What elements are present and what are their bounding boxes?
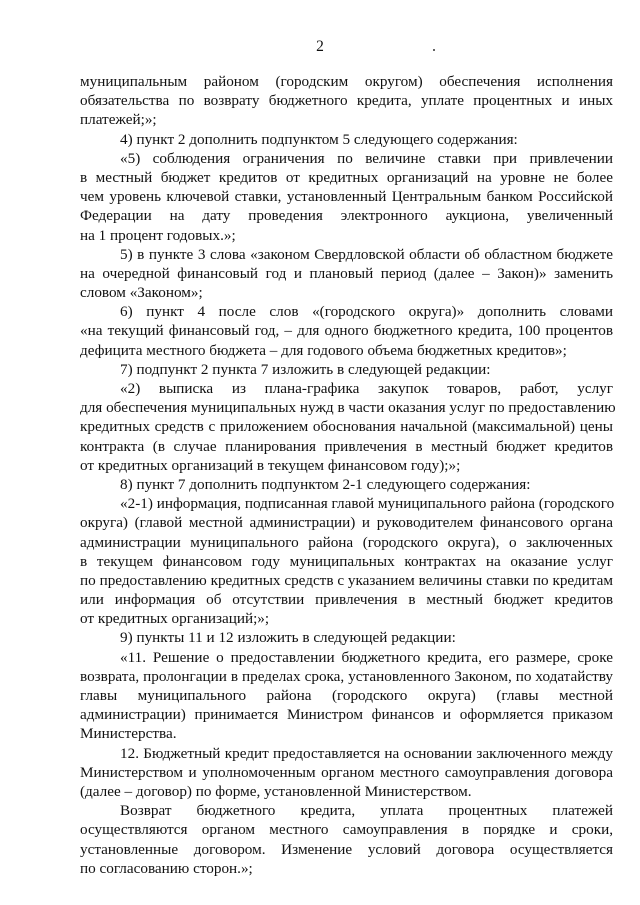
text-line: словом «Законом»; — [80, 284, 203, 302]
scan-dot — [433, 49, 435, 51]
document-body — [80, 72, 616, 878]
paragraph — [80, 149, 613, 245]
paragraph — [80, 379, 616, 475]
text-line: 12. Бюджетный кредит предоставляется на основании заключенного между — [120, 744, 613, 762]
text-line: платежей;»; — [80, 111, 157, 129]
text-line: кредитных средств с приложением обоснования начальной (максимальной) цены — [80, 418, 613, 436]
text-line: обязательства по возврату бюджетного кредита, уплате процентных и иных — [80, 92, 613, 110]
text-line: 6) пункт 4 после слов «(городского округа)» дополнить словами — [120, 303, 613, 321]
paragraph — [80, 130, 613, 149]
text-line: Возврат бюджетного кредита, уплата процентных платежей — [120, 802, 613, 820]
paragraph — [80, 245, 613, 303]
paragraph — [80, 475, 613, 494]
text-line: «на текущий финансовый год, – для одного бюджетного кредита, 100 процентов — [80, 322, 613, 340]
text-line: округа) (главой местной администрации) и руководителем финансового органа — [80, 514, 613, 532]
paragraph — [80, 494, 613, 628]
text-line: 9) пункты 11 и 12 изложить в следующей редакции: — [120, 629, 456, 647]
text-line: или информация об отсутствии привлечения в местный бюджет кредитов — [80, 591, 613, 609]
text-line: 5) в пункте 3 слова «законом Свердловской области об областном бюджете — [120, 245, 613, 263]
paragraph — [80, 72, 613, 130]
text-line: на очередной финансовый год и плановый период (далее – Закон)» заменить — [80, 264, 613, 282]
text-line: возврата, пролонгации в пределах срока, установленного Законом, по ходатайству — [80, 667, 613, 685]
text-line: Министерства. — [80, 725, 177, 743]
paragraph — [80, 744, 613, 802]
text-line: Министерством и уполномоченным органом местного самоуправления договора — [80, 763, 613, 781]
text-line: Федерации на дату проведения электронного аукциона, увеличенный — [80, 207, 613, 225]
text-line: по согласованию сторон.»; — [80, 859, 253, 877]
text-line: осуществляются органом местного самоуправления в порядке и сроки, — [80, 821, 613, 839]
text-line: администрации муниципального района (городского округа), о заключенных — [80, 533, 613, 551]
text-line: на 1 процент годовых.»; — [80, 226, 236, 244]
paragraph — [80, 302, 613, 360]
text-line: установленные договором. Изменение условий договора осуществляется — [80, 840, 613, 858]
text-line: главы муниципального района (городского округа) (главы местной — [80, 687, 613, 704]
text-line: в местный бюджет кредитов от кредитных организаций на уровне не более — [80, 168, 613, 186]
text-line: (далее – договор) по форме, установленной Министерством. — [80, 782, 472, 800]
text-line: дефицита местного бюджета – для годового объема бюджетных кредитов»; — [80, 341, 567, 359]
text-line: «2) выписка из плана-графика закупок товаров, работ, услуг — [120, 380, 613, 397]
paragraph — [80, 628, 613, 647]
text-line: чем уровень ключевой ставки, установленный Центральным банком Российской — [80, 188, 613, 206]
text-line: для обеспечения муниципальных нужд в части оказания услуг по предоставлению — [80, 399, 616, 417]
text-line: «2-1) информация, подписанная главой муниципального района (городского — [120, 495, 615, 513]
text-line: «11. Решение о предоставлении бюджетного кредита, его размере, сроке — [120, 648, 613, 666]
text-line: муниципальным районом (городским округом) обеспечения исполнения — [80, 73, 613, 90]
text-line: контракта (в случае планирования привлечения в местный бюджет кредитов — [80, 437, 613, 455]
text-line: в текущем финансовом году муниципальных контрактах на оказание услуг — [80, 552, 613, 570]
text-line: 4) пункт 2 дополнить подпунктом 5 следующего содержания: — [120, 130, 518, 148]
text-line: 8) пункт 7 дополнить подпунктом 2-1 следующего содержания: — [120, 475, 531, 493]
text-line: «5) соблюдения ограничения по величине ставки при привлечении — [120, 149, 613, 167]
text-line: от кредитных организаций;»; — [80, 610, 270, 628]
paragraph — [80, 801, 613, 878]
page-number: 2 — [316, 38, 324, 55]
text-line: администрации) принимается Министром финансов и оформляется приказом — [80, 706, 613, 724]
text-line: 7) подпункт 2 пункта 7 изложить в следующей редакции: — [120, 360, 491, 378]
paragraph — [80, 648, 613, 744]
text-line: по предоставлению кредитных средств с указанием величины ставки по кредитам — [80, 571, 613, 589]
text-line: от кредитных организаций в текущем финансовом году);»; — [80, 456, 461, 474]
paragraph — [80, 360, 613, 379]
